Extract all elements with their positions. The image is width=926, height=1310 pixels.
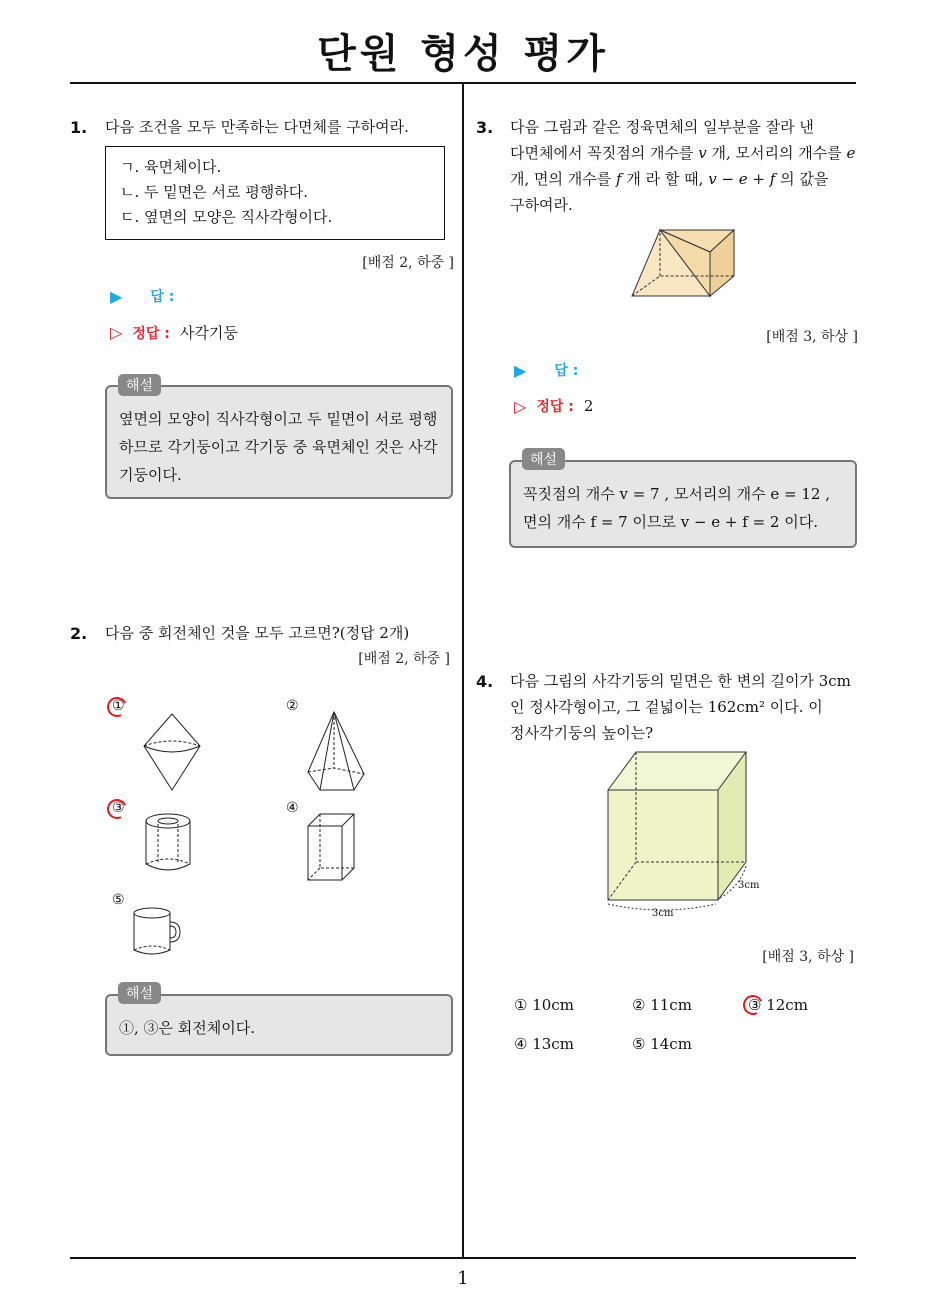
q2-score: [배점 2, 하중 ] bbox=[358, 651, 450, 667]
q1-condition: ㄴ. 두 밑면은 서로 평행하다. bbox=[120, 183, 308, 201]
q1-answer-row bbox=[110, 286, 174, 306]
q3-line: 다면체에서 꼭짓점의 개수를 v 개, 모서리의 개수를 e bbox=[510, 144, 856, 162]
red-check-mark bbox=[104, 796, 130, 822]
q1-explanation-box bbox=[105, 385, 453, 499]
q4-score: [배점 3, 하상 ] bbox=[762, 949, 854, 965]
q1-explanation: 옆면의 모양이 직사각형이고 두 밑면이 서로 평행하므로 각기둥이고 각기둥 중 육면체인 것은 사각기둥이다. bbox=[119, 410, 438, 484]
q3-correct-row bbox=[514, 396, 593, 416]
q2-option-1: ① bbox=[112, 698, 125, 714]
q3-explanation-tag: 해설 bbox=[522, 448, 565, 470]
red-check-mark bbox=[104, 694, 130, 720]
q4-choice-3: ③ 12cm bbox=[748, 996, 808, 1014]
q2-option-2: ② bbox=[286, 698, 299, 714]
q1-text: 다음 조건을 모두 만족하는 다면체를 구하여라. bbox=[105, 118, 409, 136]
q3-answer-row bbox=[514, 360, 578, 380]
q1-correct-value: 사각기둥 bbox=[179, 324, 238, 342]
q3-line: 다음 그림과 같은 정육면체의 일부분을 잘라 낸 bbox=[510, 118, 814, 136]
q3-line: 구하여라. bbox=[510, 196, 573, 214]
column-divider bbox=[462, 84, 464, 1258]
q4-width-label: 3cm bbox=[652, 908, 674, 919]
q4-line: 정사각기둥의 높이는? bbox=[510, 724, 654, 742]
play-icon: ▶ bbox=[110, 286, 123, 306]
q2-number: 2. bbox=[70, 624, 88, 643]
q4-choice-1: ① 10cm bbox=[514, 996, 574, 1014]
q3-answer-label: 답 : bbox=[554, 363, 579, 379]
q1-explanation-tag: 해설 bbox=[118, 374, 161, 396]
double-cone-figure bbox=[140, 712, 204, 792]
q4-number: 4. bbox=[476, 672, 494, 691]
page-number: 1 bbox=[457, 1268, 469, 1289]
q2-explanation-tag: 해설 bbox=[118, 982, 161, 1004]
q1-condition: ㄷ. 옆면의 모양은 직사각형이다. bbox=[120, 208, 333, 226]
q4-line: 인 정사각형이고, 그 겉넓이는 162cm² 이다. 이 bbox=[510, 698, 823, 716]
q2-text: 다음 중 회전체인 것을 모두 고르면?(정답 2개) bbox=[105, 624, 410, 642]
outline-triangle-icon: ▷ bbox=[514, 396, 527, 416]
play-icon: ▶ bbox=[514, 360, 527, 380]
cut-cube-figure bbox=[630, 226, 738, 300]
q4-choice-2: ② 11cm bbox=[632, 996, 692, 1014]
q3-explanation-line: 면의 개수 f = 7 이므로 v − e + f = 2 이다. bbox=[523, 513, 818, 531]
q3-explanation-box bbox=[509, 460, 857, 548]
q2-explanation: ①, ③은 회전체이다. bbox=[119, 1019, 256, 1037]
q1-condition: ㄱ. 육면체이다. bbox=[120, 158, 222, 176]
mug-figure bbox=[132, 906, 184, 956]
q4-choice-5: ⑤ 14cm bbox=[632, 1035, 692, 1053]
q3-score: [배점 3, 하상 ] bbox=[766, 329, 858, 345]
q1-correct-row bbox=[110, 322, 238, 343]
q1-score: [배점 2, 하중 ] bbox=[362, 255, 454, 271]
q4-choice-4: ④ 13cm bbox=[514, 1035, 574, 1053]
q2-option-4: ④ bbox=[286, 800, 299, 816]
q4-depth-label: 3cm bbox=[738, 880, 760, 891]
pentagonal-pyramid-figure bbox=[304, 710, 368, 792]
bottom-rule bbox=[70, 1257, 856, 1259]
q3-explanation-line: 꼭짓점의 개수 v = 7 , 모서리의 개수 e = 12 , bbox=[523, 485, 830, 503]
q3-text bbox=[510, 114, 860, 218]
q3-correct-label: 정답 : bbox=[536, 399, 574, 415]
hollow-cylinder-figure bbox=[142, 812, 194, 874]
square-prism-figure bbox=[606, 748, 762, 918]
q3-line: 개, 면의 개수를 f 개 라 할 때, v − e + f 의 값을 bbox=[510, 170, 829, 188]
rectangular-prism-figure bbox=[306, 812, 358, 882]
q2-option-5: ⑤ bbox=[112, 892, 125, 908]
q3-correct-value: 2 bbox=[583, 397, 594, 415]
q1-conditions-box bbox=[105, 146, 445, 240]
q1-correct-label: 정답 : bbox=[132, 325, 170, 342]
q4-line: 다음 그림의 사각기둥의 밑면은 한 변의 길이가 3cm bbox=[510, 672, 851, 690]
q1-number: 1. bbox=[70, 118, 88, 137]
q2-option-3: ③ bbox=[112, 800, 125, 816]
q3-number: 3. bbox=[476, 118, 494, 137]
q4-text bbox=[510, 668, 860, 746]
q1-answer-label: 답 : bbox=[150, 289, 175, 305]
page-title: 단원 형성 평가 bbox=[317, 31, 609, 77]
outline-triangle-icon: ▷ bbox=[110, 323, 123, 342]
